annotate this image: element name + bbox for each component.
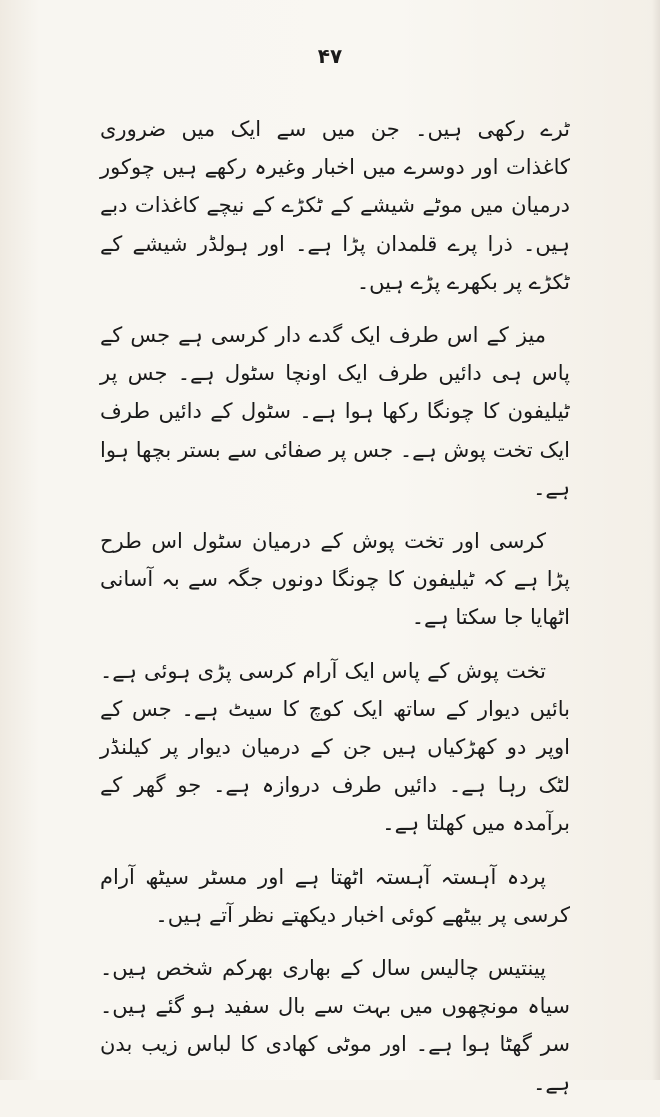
paragraph-6: پینتیس چالیس سال کے بھاری بھرکم شخص ہیں۔ سیاہ مونچھوں میں بہت سے بال سفید ہو گئے ہیں۔ سر گھٹا ہوا ہے۔ اور موٹی کھادی کا لباس زیب بدن ہے۔ xyxy=(100,956,570,1095)
paragraph-1: ٹرے رکھی ہیں۔ جن میں سے ایک میں ضروری کاغذات اور دوسرے میں اخبار وغیرہ رکھے ہیں چوکور درمیان میں موٹے شیشے کے ٹکڑے کے نیچے کاغذات دبے ہیں۔ ذرا پرے قلمدان پڑا ہے۔ اور ہولڈر شیشے کے ٹکڑے پر بکھرے پڑے ہیں۔ xyxy=(100,117,570,294)
paragraph-2: میز کے اس طرف ایک گدے دار کرسی ہے جس کے پاس ہی دائیں طرف ایک اونچا سٹول ہے۔ جس پر ٹیلیفون کا چونگا رکھا ہوا ہے۔ سٹول کے دائیں طرف ایک تخت پوش ہے۔ جس پر صفائی سے بستر بچھا ہوا ہے۔ xyxy=(100,323,570,500)
page-number: ۴۷ xyxy=(317,44,343,68)
paragraph-5: پردہ آہستہ آہستہ اٹھتا ہے اور مسٹر سیٹھ آرام کرسی پر بیٹھے کوئی اخبار دیکھتے نظر آتے ہیں۔ xyxy=(100,864,570,927)
paragraph-4: تخت پوش کے پاس ایک آرام کرسی پڑی ہوئی ہے۔ بائیں دیوار کے ساتھ ایک کوچ کا سیٹ ہے۔ جس کے اوپر دو کھڑکیاں ہیں جن کے درمیان دیوار پر کیلنڈر لٹک رہا ہے۔ دائیں طرف دروازہ ہے۔ جو گھر کے برآمدہ میں کھلتا ہے۔ xyxy=(100,658,570,836)
page-edge-shadow xyxy=(652,0,660,1080)
page-text xyxy=(100,110,570,1117)
paragraph-3: کرسی اور تخت پوش کے درمیان سٹول اس طرح پڑا ہے کہ ٹیلیفون کا چونگا دونوں جگہ سے بہ آسانی اٹھایا جا سکتا ہے۔ xyxy=(100,529,570,630)
